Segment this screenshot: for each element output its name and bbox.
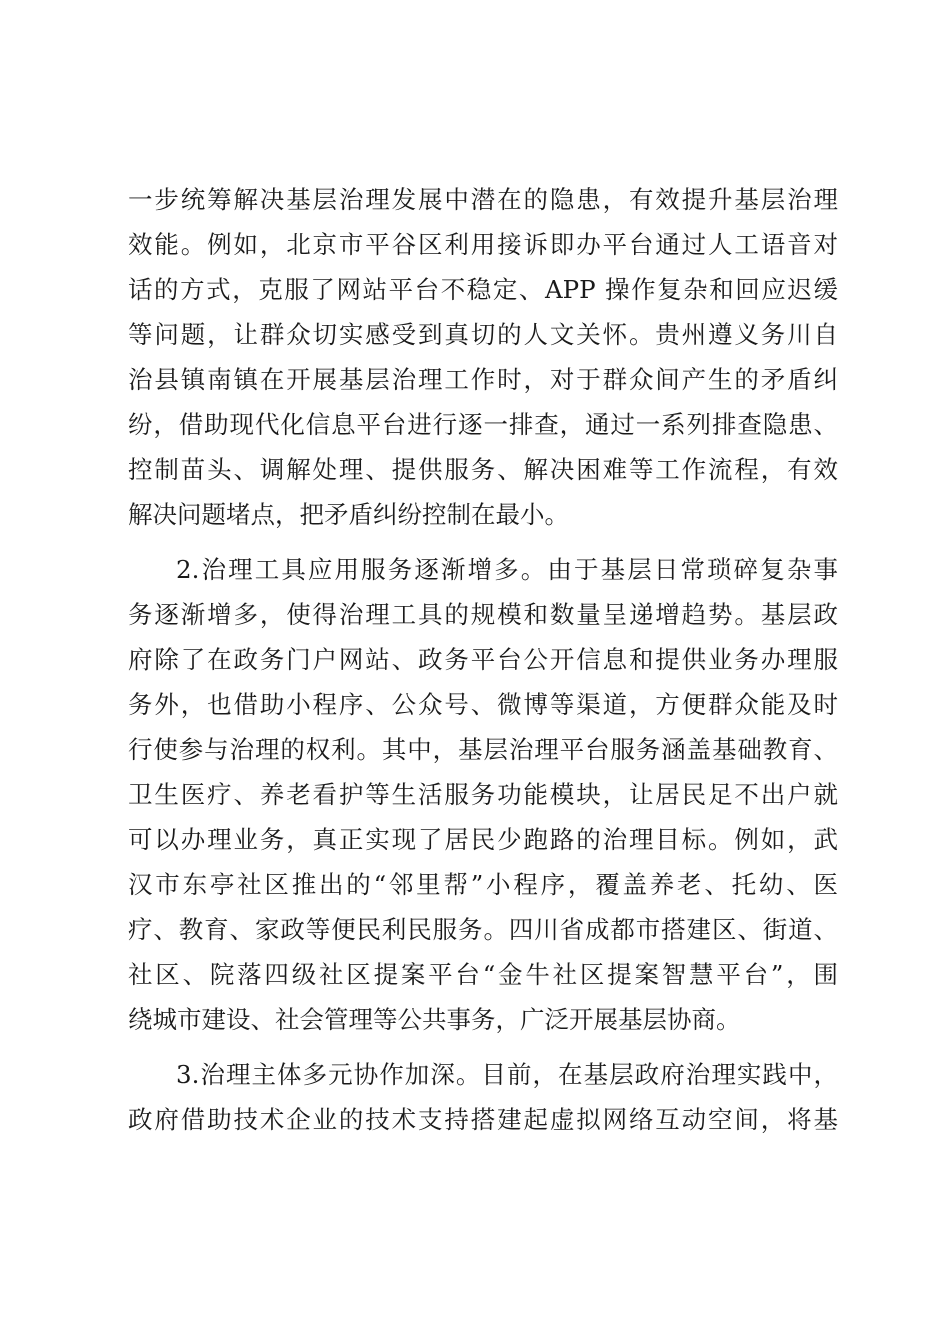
text-line: 治县镇南镇在开展基层治理工作时，对于群众间产生的矛盾纠 xyxy=(128,365,838,394)
text-line: 社区、院落四级社区提案平台“金牛社区提案智慧平台”，围 xyxy=(128,960,838,989)
text-line: 府除了在政务门户网站、政务平台公开信息和提供业务办理服 xyxy=(128,645,838,674)
text-line: 务逐渐增多，使得治理工具的规模和数量呈递增趋势。基层政 xyxy=(128,600,838,629)
text-line: 控制苗头、调解处理、提供服务、解决困难等工作流程，有效 xyxy=(128,455,838,484)
text-line: 可以办理业务，真正实现了居民少跑路的治理目标。例如，武 xyxy=(128,825,838,854)
text-line: 行使参与治理的权利。其中，基层治理平台服务涵盖基础教育、 xyxy=(128,735,838,764)
text-line: 政府借助技术企业的技术支持搭建起虚拟网络互动空间，将基 xyxy=(128,1105,838,1134)
text-line: 效能。例如，北京市平谷区利用接诉即办平台通过人工语音对 xyxy=(128,230,838,259)
text-line: 话的方式，克服了网站平台不稳定、APP 操作复杂和回应迟缓 xyxy=(128,275,838,304)
text-line: 绕城市建设、社会管理等公共事务，广泛开展基层协商。 xyxy=(128,1005,741,1034)
text-line: 纷，借助现代化信息平台进行逐一排查，通过一系列排查隐患、 xyxy=(128,410,838,439)
paragraph-heading-line: 2.治理工具应用服务逐渐增多。由于基层日常琐碎复杂事 xyxy=(176,555,838,584)
text-line: 汉市东亭社区推出的“邻里帮”小程序，覆盖养老、托幼、医 xyxy=(128,870,838,899)
text-line: 疗、教育、家政等便民利民服务。四川省成都市搭建区、街道、 xyxy=(128,915,838,944)
text-line: 解决问题堵点，把矛盾纠纷控制在最小。 xyxy=(128,500,569,529)
text-line: 卫生医疗、养老看护等生活服务功能模块，让居民足不出户就 xyxy=(128,780,838,809)
text-line: 一步统筹解决基层治理发展中潜在的隐患，有效提升基层治理 xyxy=(128,185,838,214)
text-line: 务外，也借助小程序、公众号、微博等渠道，方便群众能及时 xyxy=(128,690,838,719)
text-line: 等问题，让群众切实感受到真切的人文关怀。贵州遵义务川自 xyxy=(128,320,838,349)
paragraph-heading-line: 3.治理主体多元协作加深。目前，在基层政府治理实践中， xyxy=(176,1060,838,1089)
